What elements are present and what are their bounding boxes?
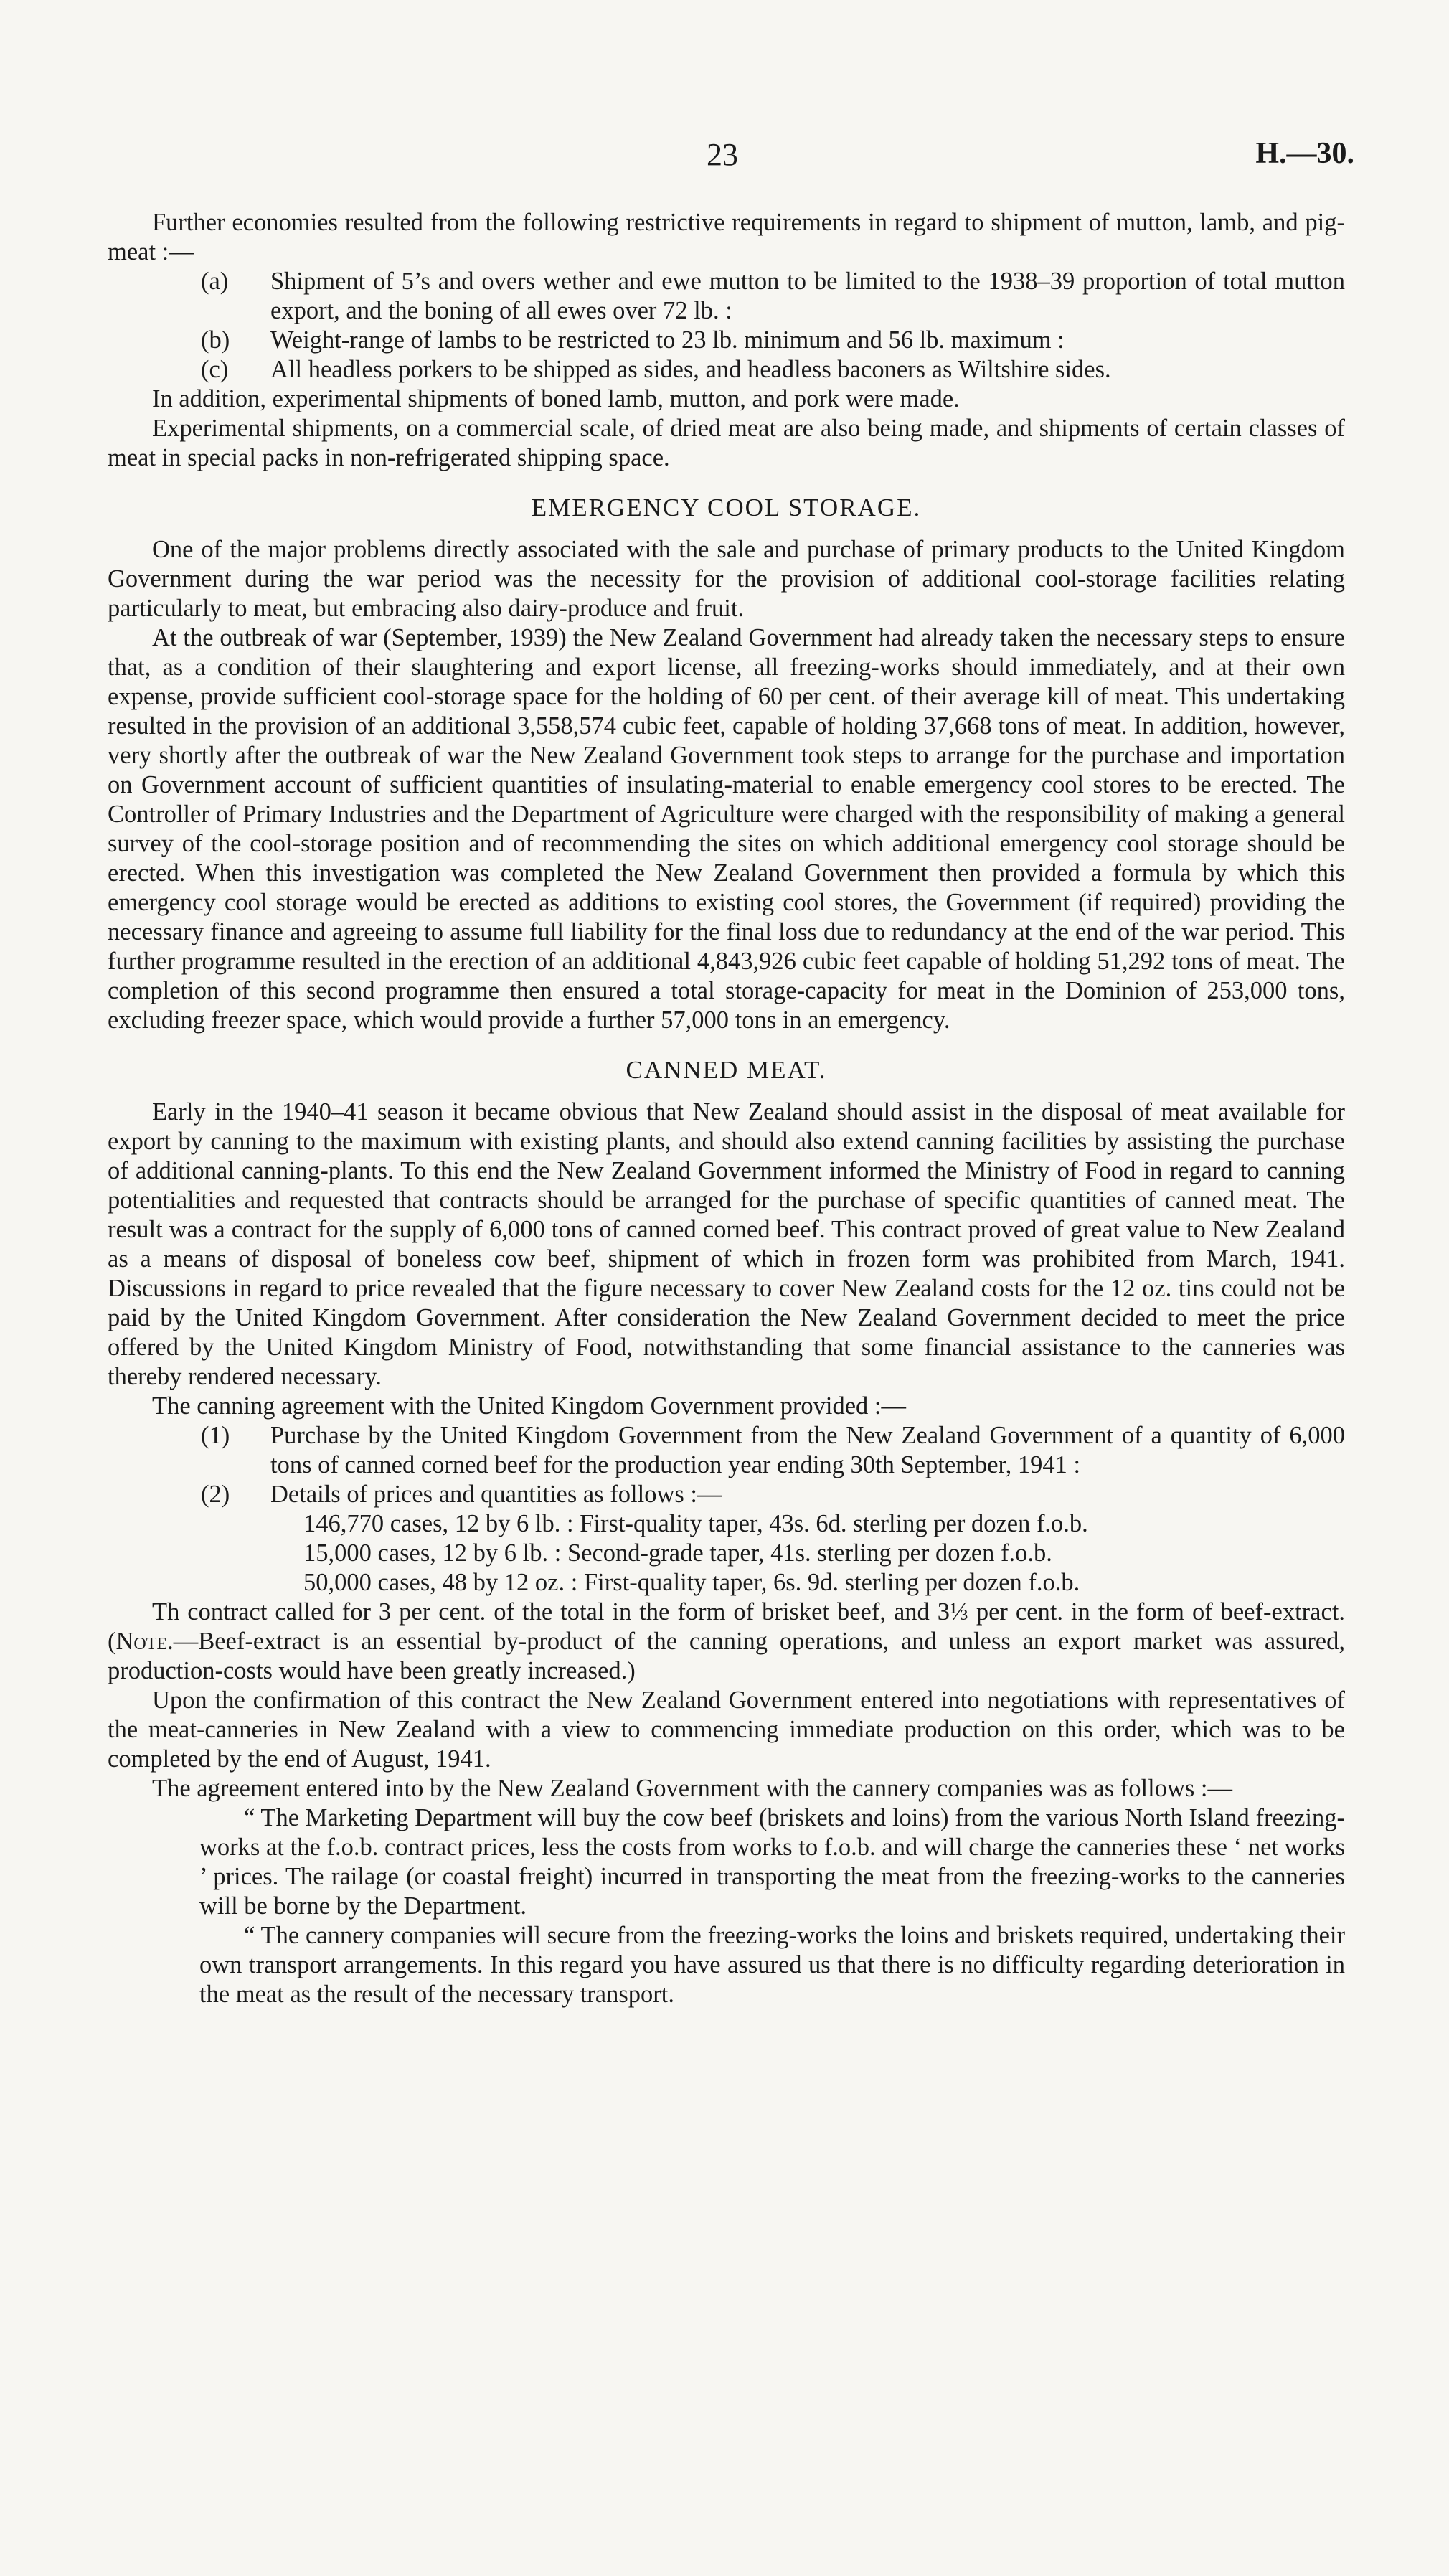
list-item-text: Purchase by the United Kingdom Government from the New Zealand Government of a quantity of 6,000 tons of canned corned beef for the production year ending 30th September, 1941 :	[270, 1422, 1345, 1478]
list-item-text: All headless porkers to be shipped as sides, and headless baconers as Wiltshire sides.	[270, 356, 1111, 383]
list-item-text: Shipment of 5’s and overs wether and ewe mutton to be limited to the 1938–39 proportion of total mutton export, and the boning of all ewes over 72 lb. :	[270, 268, 1345, 324]
list-item-text: Weight-range of lambs to be restricted to 23 lb. minimum and 56 lb. maximum :	[270, 326, 1065, 354]
quoted-agreement-paragraph: “ The cannery companies will secure from the freezing-works the loins and briskets required, undertaking their own transport arrangements. In this regard you have assured us that there is no difficulty regarding deterioration in the meat as the result of the necessary transport.	[199, 1922, 1345, 2008]
paragraph: Upon the confirmation of this contract the New Zealand Government entered into negotiations with representatives of the meat-canneries in New Zealand with a view to commencing immediate production on this order, which was to be completed by the end of August, 1941.	[108, 1686, 1345, 1773]
list-item	[201, 1480, 1345, 1509]
section-heading-canned-meat: CANNED MEAT.	[626, 1056, 827, 1084]
paragraph: The canning agreement with the United Kingdom Government provided :—	[152, 1392, 907, 1420]
list-item-label: (2)	[201, 1481, 230, 1508]
list-item	[201, 326, 1345, 355]
shipment-requirements-list	[201, 267, 1345, 384]
note-label: Note	[115, 1628, 168, 1655]
paragraph: One of the major problems directly associated with the sale and purchase of primary products to the United Kingdom Government during the war period was the necessity for the provision of additional cool-storage facilities relating particularly to meat, but embracing also dairy-produce and fruit.	[108, 536, 1345, 622]
quoted-agreement-paragraph: “ The Marketing Department will buy the cow beef (briskets and loins) from the various North Island freezing-works at the f.o.b. contract prices, less the costs from works to f.o.b. and will charge the canneries these ‘ net works ’ prices. The railage (or coastal freight) incurred in transporting the meat from the freezing-works to the canneries will be borne by the Department.	[199, 1804, 1345, 1920]
text-run: Th contract called for 3 per cent. of the total in the form of brisket beef, and 3⅓ per cent. in the form of beef-extract. (	[108, 1598, 1345, 1655]
price-line: 146,770 cases, 12 by 6 lb. : First-quality taper, 43s. 6d. sterling per dozen f.o.b.	[303, 1510, 1088, 1537]
list-item-label: (c)	[201, 356, 229, 383]
list-item-label: (b)	[201, 326, 230, 354]
list-item-text: Details of prices and quantities as follows :—	[270, 1481, 722, 1508]
paragraph: In addition, experimental shipments of boned lamb, mutton, and pork were made.	[152, 385, 960, 412]
list-item-label: (1)	[201, 1422, 230, 1449]
document-reference: H.—30.	[1255, 137, 1354, 170]
section-heading-emergency-cool-storage: EMERGENCY COOL STORAGE.	[531, 494, 922, 522]
page-body	[108, 208, 1345, 2009]
list-item	[201, 355, 1345, 384]
list-item-label: (a)	[201, 268, 229, 295]
price-line: 15,000 cases, 12 by 6 lb. : Second-grade taper, 41s. sterling per dozen f.o.b.	[303, 1539, 1052, 1567]
paragraph: Early in the 1940–41 season it became obvious that New Zealand should assist in the disposal of meat available for export by canning to the maximum with existing plants, and should also extend canning facilities by assisting the purchase of additional canning-plants. To this end the New Zealand Government informed the Ministry of Food in regard to canning potentialities and requested that contracts should be arranged for the purchase of specific quantities of canned meat. The result was a contract for the supply of 6,000 tons of canned corned beef. This contract proved of great value to New Zealand as a means of disposal of boneless cow beef, shipment of which in frozen form was prohibited from March, 1941. Discussions in regard to price revealed that the figure necessary to cover New Zealand costs for the 12 oz. tins could not be paid by the United Kingdom Government. After consideration the New Zealand Government decided to meet the price offered by the United Kingdom Ministry of Food, notwithstanding that some financial assistance to the canneries was thereby rendered necessary.	[108, 1098, 1345, 1390]
price-line: 50,000 cases, 48 by 12 oz. : First-quality taper, 6s. 9d. sterling per dozen f.o.b.	[303, 1569, 1080, 1596]
list-item	[201, 267, 1345, 326]
text-run: .—Beef-extract is an essential by-product of the canning operations, and unless an export market was assured, production-costs would have been greatly increased.)	[108, 1628, 1345, 1684]
paragraph: At the outbreak of war (September, 1939) the New Zealand Government had already taken the necessary steps to ensure that, as a condition of their slaughtering and export license, all freezing-works should immediately, and at their own expense, provide sufficient cool-storage space for the holding of 60 per cent. of their average kill of meat. This undertaking resulted in the provision of an additional 3,558,574 cubic feet, capable of holding 37,668 tons of meat. In addition, however, very shortly after the outbreak of war the New Zealand Government took steps to arrange for the purchase and importation on Government account of sufficient quantities of insulating-material to enable emergency cool stores to be erected. The Controller of Primary Industries and the Department of Agriculture were charged with the responsibility of making a general survey of the cool-storage position and of recommending the sites on which additional emergency cool storage should be erected. When this investigation was completed the New Zealand Government then provided a formula by which this emergency cool storage would be erected as additions to existing cool stores, the Government (if required) providing the necessary finance and agreeing to assume full liability for the final loss due to redundancy at the end of the war period. This further programme resulted in the erection of an additional 4,843,926 cubic feet capable of holding 51,292 tons of meat. The completion of this second programme then ensured a total storage-capacity for meat in the Dominion of 253,000 tons, excluding freezer space, which would provide a further 57,000 tons in an emergency.	[108, 624, 1345, 1034]
page-number: 23	[707, 137, 738, 172]
canning-agreement-list	[201, 1421, 1345, 1509]
page-header	[0, 136, 1449, 179]
intro-paragraph: Further economies resulted from the following restrictive requirements in regard to shipment of mutton, lamb, and pig-meat :—	[108, 209, 1345, 265]
paragraph	[108, 1598, 1345, 1686]
list-item	[201, 1421, 1345, 1480]
paragraph: Experimental shipments, on a commercial scale, of dried meat are also being made, and shipments of certain classes of meat in special packs in non-refrigerated shipping space.	[108, 415, 1345, 471]
paragraph: The agreement entered into by the New Zealand Government with the cannery companies was as follows :—	[152, 1775, 1232, 1802]
